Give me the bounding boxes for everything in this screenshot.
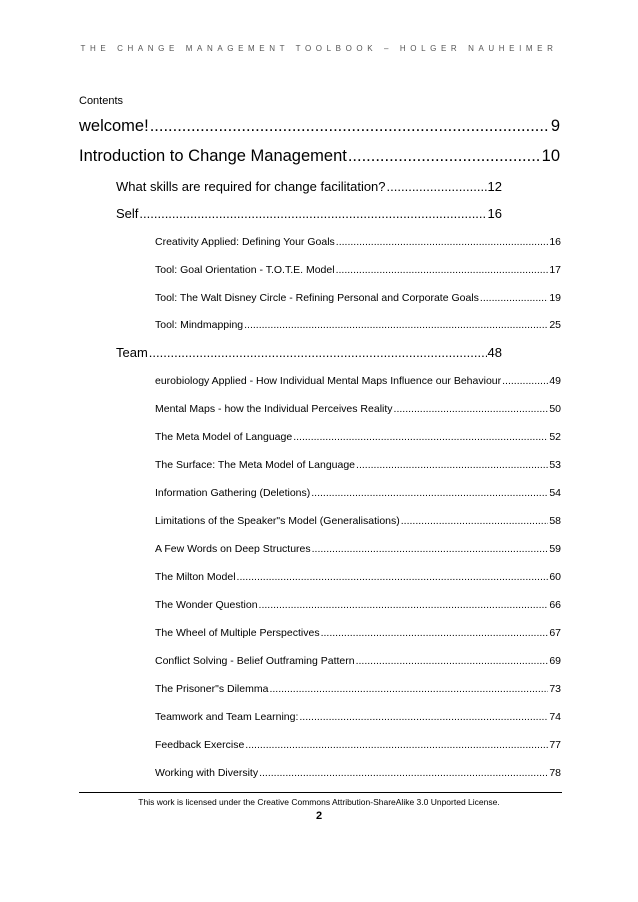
toc-entry-title: Feedback Exercise — [155, 739, 245, 751]
dot-leader — [299, 711, 548, 723]
toc-entry[interactable] — [155, 571, 561, 583]
toc-entry-title: eurobiology Applied - How Individual Mental Maps Influence our Behaviour — [155, 375, 502, 387]
toc-entry[interactable] — [155, 487, 561, 499]
toc-entry-page: 58 — [549, 515, 561, 527]
contents-heading: Contents — [79, 95, 124, 107]
toc-entry-page: 73 — [549, 683, 561, 695]
toc-entry-title: Information Gathering (Deletions) — [155, 487, 311, 499]
dot-leader — [348, 147, 541, 166]
dot-leader — [149, 345, 487, 360]
running-header: THE CHANGE MANAGEMENT TOOLBOOK – HOLGER NAUHEIMER — [80, 44, 558, 53]
toc-entry-title: Tool: Goal Orientation - T.O.T.E. Model — [155, 264, 335, 276]
toc-entry-page: 12 — [487, 179, 502, 194]
toc-entry-page: 60 — [549, 571, 561, 583]
toc-entry-title: Mental Maps - how the Individual Perceives Reality — [155, 403, 393, 415]
toc-entry[interactable] — [155, 739, 561, 751]
toc-entry-title: A Few Words on Deep Structures — [155, 543, 311, 555]
toc-entry-title: Tool: The Walt Disney Circle - Refining Personal and Corporate Goals — [155, 292, 479, 304]
dot-leader — [394, 403, 549, 415]
dot-leader — [502, 375, 548, 387]
toc-entry[interactable] — [116, 206, 502, 221]
toc-entry-title: The Milton Model — [155, 571, 236, 583]
toc-entry-title: welcome! — [79, 117, 149, 135]
toc-entry-title: Teamwork and Team Learning: — [155, 711, 299, 723]
toc-entry-page: 59 — [549, 543, 561, 555]
toc-entry-page: 78 — [549, 767, 561, 779]
toc-entry-title: Conflict Solving - Belief Outframing Pattern — [155, 655, 355, 667]
dot-leader — [321, 627, 549, 639]
toc-entry-page: 48 — [487, 345, 502, 360]
dot-leader — [150, 117, 550, 136]
toc-entry-title: Team — [116, 345, 148, 360]
toc-entry-title: The Wheel of Multiple Perspectives — [155, 627, 320, 639]
toc-entry-page: 69 — [549, 655, 561, 667]
dot-leader — [293, 431, 548, 443]
dot-leader — [336, 264, 549, 276]
dot-leader — [336, 236, 549, 248]
toc-entry[interactable] — [155, 599, 561, 611]
toc-entry-title: The Meta Model of Language — [155, 431, 293, 443]
toc-entry-title: What skills are required for change facilitation? — [116, 179, 386, 194]
toc-entry[interactable] — [155, 767, 561, 779]
dot-leader — [480, 292, 548, 304]
dot-leader — [312, 543, 549, 555]
toc-entry-page: 54 — [549, 487, 561, 499]
toc-entry-title: The Wonder Question — [155, 599, 258, 611]
toc-entry-page: 66 — [549, 599, 561, 611]
dot-leader — [259, 767, 548, 779]
toc-entry-page: 74 — [549, 711, 561, 723]
dot-leader — [356, 655, 549, 667]
toc-entry-page: 19 — [549, 292, 561, 304]
footer-divider — [79, 792, 562, 793]
dot-leader — [311, 487, 548, 499]
toc-entry-page: 53 — [549, 459, 561, 471]
dot-leader — [269, 683, 548, 695]
toc-entry-title: Tool: Mindmapping — [155, 319, 244, 331]
toc-entry-page: 67 — [549, 627, 561, 639]
toc-entry-title: Limitations of the Speaker"s Model (Generalisations) — [155, 515, 400, 527]
toc-entry-page: 16 — [487, 206, 502, 221]
toc-entry-page: 9 — [550, 117, 560, 135]
toc-entry[interactable] — [155, 319, 561, 331]
dot-leader — [237, 571, 549, 583]
toc-entry-title: The Surface: The Meta Model of Language — [155, 459, 356, 471]
toc-entry-title: Creativity Applied: Defining Your Goals — [155, 236, 335, 248]
dot-leader — [259, 599, 549, 611]
toc-entry-page: 16 — [549, 236, 561, 248]
toc-entry-page: 25 — [549, 319, 561, 331]
toc-entry[interactable] — [155, 627, 561, 639]
toc-entry[interactable] — [155, 264, 561, 276]
toc-entry-title: The Prisoner"s Dilemma — [155, 683, 269, 695]
license-notice: This work is licensed under the Creative Commons Attribution-ShareAlike 3.0 Unported License. — [138, 797, 500, 807]
dot-leader — [245, 739, 548, 751]
toc-entry-title: Working with Diversity — [155, 767, 259, 779]
toc-entry[interactable] — [155, 236, 561, 248]
toc-entry[interactable] — [155, 375, 561, 387]
toc-entry[interactable] — [79, 117, 560, 136]
dot-leader — [401, 515, 549, 527]
toc-entry-page: 17 — [549, 264, 561, 276]
toc-entry-page: 77 — [549, 739, 561, 751]
toc-entry[interactable] — [155, 683, 561, 695]
toc-entry-page: 49 — [549, 375, 561, 387]
toc-entry[interactable] — [155, 403, 561, 415]
toc-entry-page: 50 — [549, 403, 561, 415]
dot-leader — [387, 179, 487, 194]
toc-entry-title: Introduction to Change Management — [79, 147, 347, 165]
toc-entry[interactable] — [155, 655, 561, 667]
toc-entry[interactable] — [155, 515, 561, 527]
toc-entry[interactable] — [155, 711, 561, 723]
page-number: 2 — [315, 810, 323, 822]
toc-entry[interactable] — [155, 543, 561, 555]
toc-entry[interactable] — [79, 147, 560, 166]
toc-entry-page: 52 — [549, 431, 561, 443]
toc-entry-title: Self — [116, 206, 139, 221]
dot-leader — [139, 206, 486, 221]
toc-entry[interactable] — [155, 431, 561, 443]
toc-entry[interactable] — [116, 179, 502, 194]
toc-entry[interactable] — [155, 292, 561, 304]
dot-leader — [356, 459, 548, 471]
toc-entry-page: 10 — [541, 147, 560, 165]
dot-leader — [244, 319, 548, 331]
toc-entry[interactable] — [116, 345, 502, 360]
toc-entry[interactable] — [155, 459, 561, 471]
